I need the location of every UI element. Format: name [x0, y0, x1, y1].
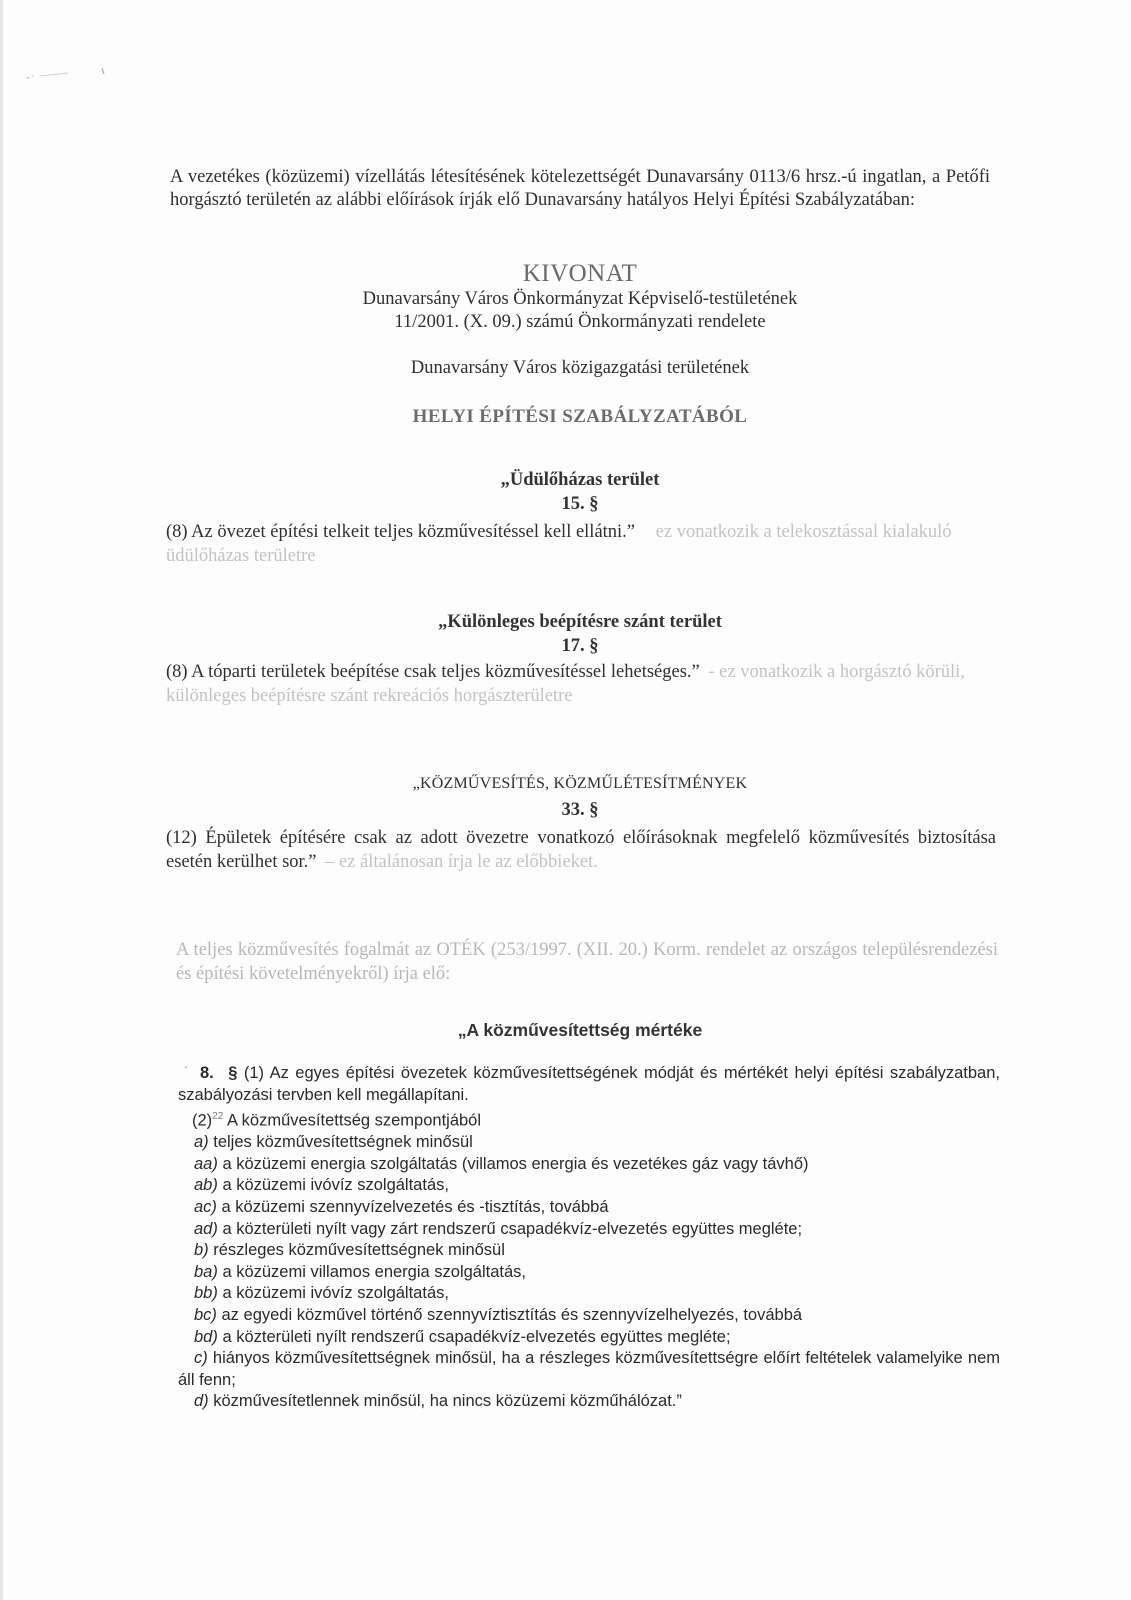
list-item: [178, 1348, 1000, 1391]
list-item-label: b): [194, 1241, 209, 1260]
section-8-heading: „A közművesítettség mértéke: [457, 1020, 703, 1040]
section-33-rule: (12) Épületek építésére csak az adott övezetre vonatkozó előírásoknak megfelelő közművesítés biztosítása esetén kerülhet sor.”: [166, 828, 996, 872]
section-15-heading: „Üdülőházas terület: [500, 470, 660, 490]
list-item-label: ba): [194, 1262, 218, 1281]
list-item: [178, 1219, 1000, 1241]
list-item-text: a közterületi nyílt rendszerű csapadékvíz-elvezetés együttes megléte;: [217, 1327, 731, 1346]
section-33-number: 33. §: [561, 800, 599, 820]
list-item-text: a közüzemi villamos energia szolgáltatás,: [217, 1262, 527, 1281]
list-item: [178, 1283, 1000, 1305]
header-line-1: Dunavarsány Város Önkormányzat Képviselő-testületének: [362, 289, 798, 309]
section-33-heading: „KÖZMŰVESÍTÉS, KÖZMŰLÉTESÍTMÉNYEK: [412, 775, 748, 792]
list-item-text: a közterületi nyílt vagy zárt rendszerű csapadékvíz-elvezetés együttes megléte;: [217, 1219, 803, 1238]
paragraph-sign: §: [228, 1064, 238, 1082]
footnote-ref: 22: [212, 1111, 224, 1123]
intro-paragraph: A vezetékes (közüzemi) vízellátás létesítésének kötelezettségét Dunavarsány 0113/6 hrsz.-ú ingatlan, a Petőfi horgásztó területén az alábbi előírások írják elő Dunavarsány hatályos Helyi Építési Szabályzatában:: [170, 167, 990, 210]
kivonat-title: KIVONAT: [522, 260, 638, 287]
list-item: [178, 1305, 1000, 1327]
otek-intro: A teljes közművesítés fogalmát az OTÉK (253/1997. (XII. 20.) Korm. rendelet az országos településrendezési és építési követelményekről) írja elő:: [176, 940, 998, 984]
section-8-body: [178, 1063, 1000, 1413]
paragraph-1-text: (1) Az egyes építési övezetek közművesítettségének módját és mértékét helyi építési szabályzatban, szabályozási tervben kell megállapítani.: [178, 1064, 1000, 1104]
list-item-text: közművesítetlennek minősül, ha nincs közüzemi közműhálózat.”: [208, 1392, 682, 1411]
paragraph-number: 8.: [200, 1064, 214, 1082]
criteria-list: [178, 1132, 1000, 1413]
list-item-text: a közüzemi energia szolgáltatás (villamos energia és vezetékes gáz vagy távhő): [217, 1154, 809, 1173]
list-item-text: teljes közművesítettségnek minősül: [208, 1133, 473, 1152]
list-item: [178, 1154, 1000, 1176]
bullet-mark: ·: [184, 1060, 188, 1074]
list-item-text: a közüzemi ivóvíz szolgáltatás,: [217, 1284, 449, 1303]
list-item-label: d): [194, 1392, 209, 1411]
section-33-note: – ez általánosan írja le az előbbieket.: [325, 852, 598, 872]
list-item-label: c): [194, 1349, 208, 1368]
list-item: [178, 1197, 1000, 1219]
list-item-label: bc): [194, 1306, 217, 1325]
scan-edge: [0, 0, 3, 1600]
section-15-note: ez vonatkozik a telekosztással kialakuló üdülőházas területre: [166, 522, 952, 566]
list-item: [178, 1391, 1000, 1413]
header-line-3: Dunavarsány Város közigazgatási területének: [410, 358, 750, 378]
section-15-rule: (8) Az övezet építési telkeit teljes közművesítéssel kell ellátni.”: [166, 522, 636, 542]
section-17-number: 17. §: [561, 636, 599, 656]
list-item: [178, 1175, 1000, 1197]
list-item-text: a közüzemi szennyvízelvezetés és -tisztítás, továbbá: [216, 1198, 609, 1217]
list-item-text: az egyedi közművel történő szennyvíztisztítás és szennyvízelhelyezés, továbbá: [216, 1306, 803, 1325]
list-item-label: bd): [194, 1327, 218, 1346]
hesz-title: HELYI ÉPÍTÉSI SZABÁLYZATÁBÓL: [412, 406, 748, 427]
list-item-label: ad): [194, 1219, 218, 1238]
section-15-number: 15. §: [561, 494, 599, 514]
list-item: [178, 1132, 1000, 1154]
section-17-note: - ez vonatkozik a horgásztó körüli, különleges beépítésre szánt rekreációs horgászterületre: [166, 662, 965, 706]
list-item-label: aa): [194, 1154, 218, 1173]
list-item-text: a közüzemi ivóvíz szolgáltatás,: [217, 1176, 449, 1195]
section-17-text: [166, 660, 996, 708]
section-8-paragraph-2: [178, 1106, 1000, 1132]
list-item-text: hiányos közművesítettségnek minősül, ha a részleges közművesítettségre előírt feltételek valamelyike nem áll fenn;: [178, 1349, 1000, 1389]
scan-smudge: [20, 64, 110, 84]
section-17-heading: „Különleges beépítésre szánt terület: [438, 612, 722, 632]
section-17-rule: (8) A tóparti területek beépítése csak teljes közművesítéssel lehetséges.”: [166, 662, 700, 682]
list-item: [178, 1262, 1000, 1284]
list-item-label: ab): [194, 1176, 218, 1195]
list-item-label: a): [194, 1133, 209, 1152]
list-item: [178, 1327, 1000, 1349]
paragraph-2-prefix: (2): [192, 1111, 213, 1130]
paragraph-2-text: A közművesítettség szempontjából: [223, 1111, 482, 1130]
list-item-text: részleges közművesítettségnek minősül: [208, 1241, 505, 1260]
section-8-paragraph-1: [178, 1063, 1000, 1106]
section-33-text: [166, 826, 996, 874]
list-item: [178, 1240, 1000, 1262]
list-item-label: bb): [194, 1284, 218, 1303]
header-line-2: 11/2001. (X. 09.) számú Önkormányzati rendelete: [394, 312, 766, 332]
section-15-text: [166, 520, 996, 568]
list-item-label: ac): [194, 1198, 217, 1217]
